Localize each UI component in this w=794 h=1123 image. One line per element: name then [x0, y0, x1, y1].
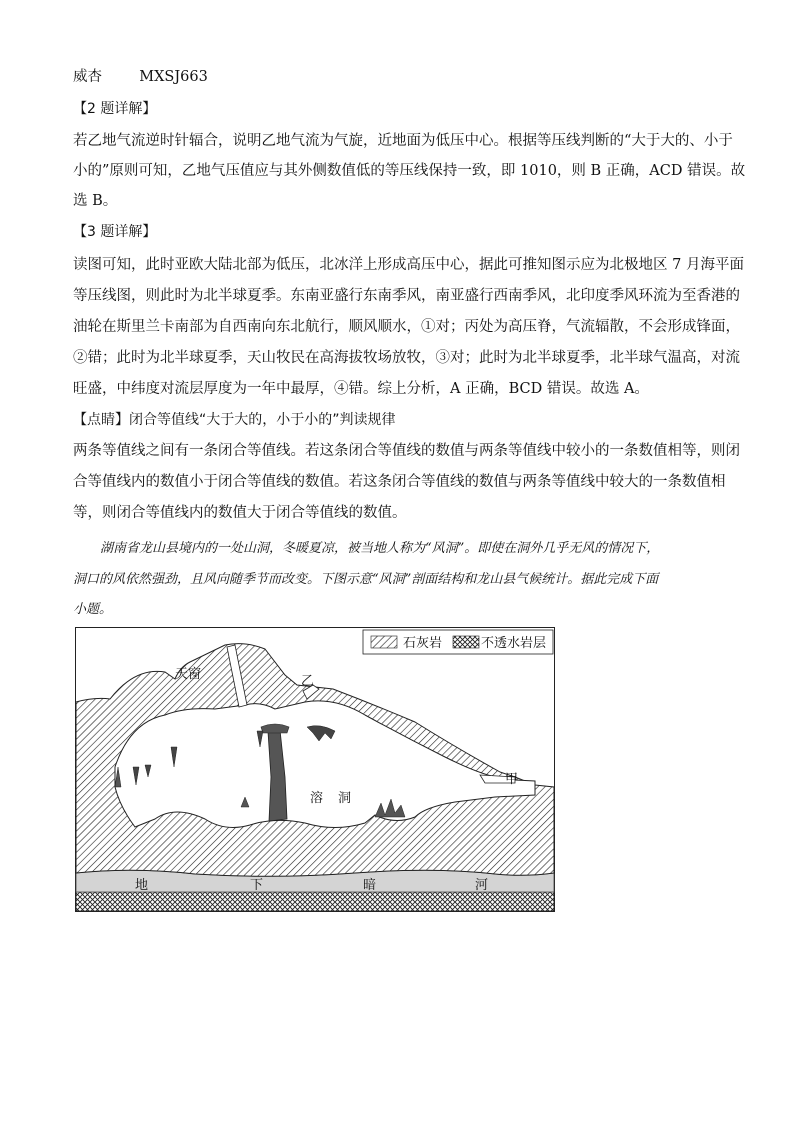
tip-heading: 【点睛】闭合等值线“大于大的，小于小的”判读规律	[73, 412, 396, 428]
label-cave-1: 溶	[310, 791, 324, 806]
legend-limestone-swatch	[371, 636, 397, 648]
q3-line-4: ②错；此时为北半球夏季，天山牧民在高海拔牧场放牧，③对；此时为北半球夏季，北半球气温高，对流	[73, 350, 740, 366]
label-river-3: 暗	[363, 878, 377, 893]
header-school: 威杏	[73, 69, 102, 85]
intro-line-3: 小题。	[73, 602, 113, 617]
legend-impermeable-swatch	[453, 636, 479, 648]
legend-limestone-label: 石灰岩	[403, 636, 443, 651]
impermeable-layer	[76, 892, 554, 911]
cave-diagram	[75, 627, 555, 912]
q3-line-2: 等压线图，则此时为北半球夏季。东南亚盛行东南季风，南亚盛行西南季风，北印度季风环流为至香港的	[73, 288, 740, 304]
header-code: MXSJ663	[139, 69, 208, 85]
q2-line-2: 小的”原则可知，乙地气压值应与其外侧数值低的等压线保持一致，即 1010，则 B 正确，ACD 错误。故	[73, 163, 746, 179]
label-river-1: 地	[135, 878, 149, 893]
column-capital	[261, 724, 289, 733]
intro-line-1: 湖南省龙山县境内的一处山洞，冬暖夏凉，被当地人称为“风洞”。即使在洞外几乎无风的情况下，	[100, 541, 660, 556]
tip-line-1: 两条等值线之间有一条闭合等值线。若这条闭合等值线的数值与两条等值线中较小的一条数值相等，则闭	[73, 443, 740, 459]
tip-line-2: 合等值线内的数值小于闭合等值线的数值。若这条闭合等值线的数值与两条等值线中较大的一条数值相	[73, 474, 726, 490]
cave-cross-section-figure	[75, 627, 555, 912]
label-jia: 甲	[505, 772, 519, 787]
label-river-2: 下	[250, 878, 264, 893]
q3-line-1: 读图可知，此时亚欧大陆北部为低压，北冰洋上形成高压中心，据此可推知图示应为北极地区 7 月海平面	[73, 257, 744, 273]
header-line	[73, 67, 208, 87]
label-river-4: 河	[475, 878, 489, 893]
q2-line-1: 若乙地气流逆时针辐合，说明乙地气流为气旋，近地面为低压中心。根据等压线判断的“大于大的、小于	[73, 133, 733, 149]
q2-line-3: 选 B。	[73, 193, 118, 209]
tip-line-3: 等，则闭合等值线内的数值大于闭合等值线的数值。	[73, 505, 407, 521]
intro-line-2: 洞口的风依然强劲，且风向随季节而改变。下图示意“风洞”剖面结构和龙山县气候统计。据此完成下面	[73, 572, 659, 587]
q3-line-3: 油轮在斯里兰卡南部为自西南向东北航行，顺风顺水，①对；丙处为高压脊，气流辐散，不会形成锋面，	[73, 319, 740, 335]
label-cave-2: 洞	[338, 791, 352, 806]
q3-line-5: 旺盛，中纬度对流层厚度为一年中最厚，④错。综上分析，A 正确，BCD 错误。故选 A。	[73, 381, 649, 397]
label-yi: 乙	[301, 674, 315, 689]
q2-heading: 【2 题详解】	[73, 101, 157, 117]
q3-heading: 【3 题详解】	[73, 224, 157, 240]
label-skylight: 天窗	[175, 667, 202, 682]
legend-impermeable-label: 不透水岩层	[481, 636, 547, 651]
legend	[363, 630, 553, 654]
